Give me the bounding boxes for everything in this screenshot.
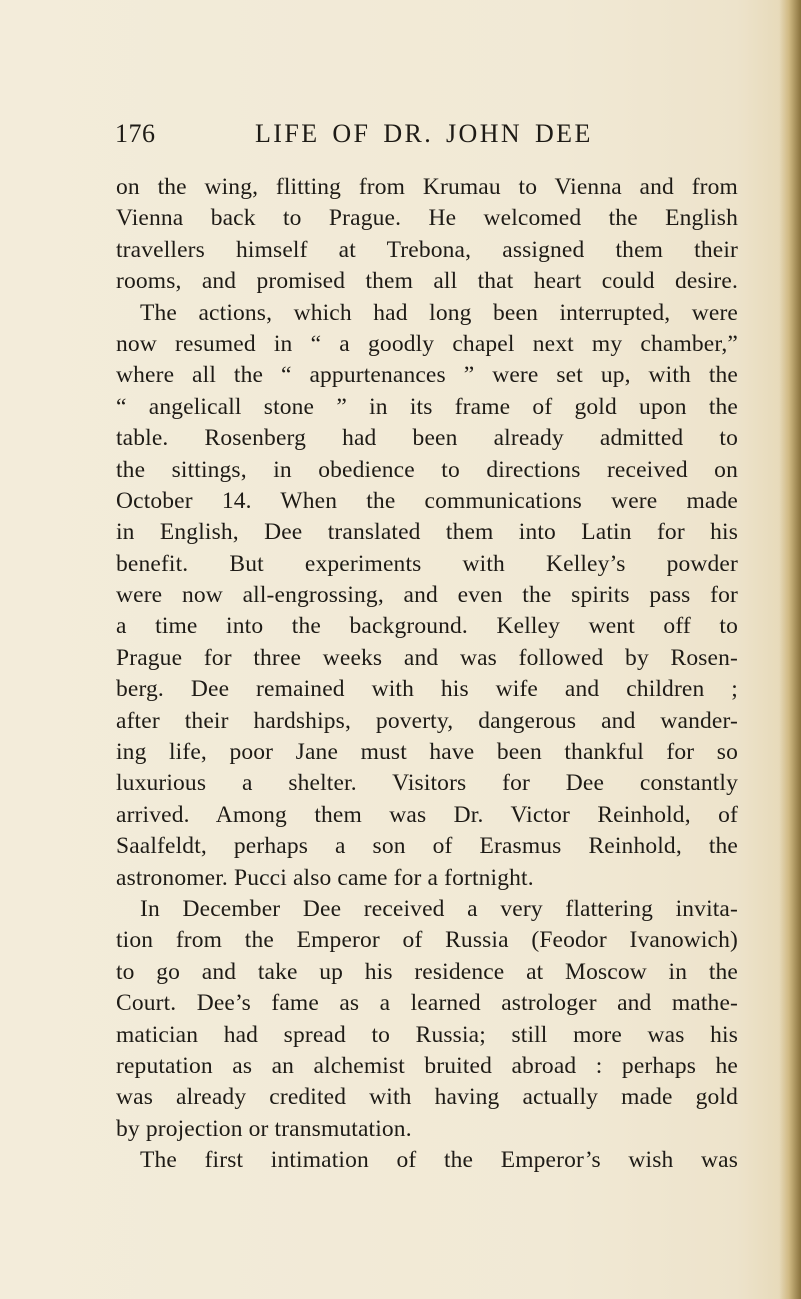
text-line: was already credited with having actually made gold xyxy=(116,1084,738,1111)
text-line: arrived. Among them was Dr. Victor Reinhold, of xyxy=(116,801,738,828)
text-line: were now all-engrossing, and even the spirits pass for xyxy=(116,582,738,609)
text-line: on the wing, flitting from Krumau to Vienna and from xyxy=(116,174,738,200)
running-header xyxy=(115,118,735,158)
text-line: the sittings, in obedience to directions received on xyxy=(116,456,738,483)
text-line: tion from the Emperor of Russia (Feodor Ivanowich) xyxy=(116,927,738,954)
text-line: to go and take up his residence at Moscow in the xyxy=(116,958,738,985)
text-line: Vienna back to Prague. He welcomed the English xyxy=(116,205,738,232)
text-line: by projection or transmutation. xyxy=(116,1115,412,1142)
text-line: benefit. But experiments with Kelley’s powder xyxy=(116,550,738,577)
text-line: Prague for three weeks and was followed by Rosen- xyxy=(116,644,738,671)
text-line: travellers himself at Trebona, assigned them their xyxy=(116,236,738,263)
text-line: berg. Dee remained with his wife and children ; xyxy=(116,676,738,703)
text-line: now resumed in “ a goodly chapel next my chamber,” xyxy=(116,330,738,357)
text-line: table. Rosenberg had been already admitted to xyxy=(116,425,738,452)
text-line: The first intimation of the Emperor’s wish was xyxy=(140,1147,738,1174)
text-line: The actions, which had long been interrupted, were xyxy=(140,299,738,326)
body-text xyxy=(116,172,738,1177)
text-line: in English, Dee translated them into Latin for his xyxy=(116,519,738,546)
text-line: In December Dee received a very flattering invita- xyxy=(140,895,738,922)
text-line: “ angelicall stone ” in its frame of gold upon the xyxy=(116,393,738,420)
text-line: Saalfeldt, perhaps a son of Erasmus Reinhold, the xyxy=(116,833,738,860)
text-line: matician had spread to Russia; still more was his xyxy=(116,1021,738,1048)
text-line: ing life, poor Jane must have been thankful for so xyxy=(116,739,738,766)
text-line: rooms, and promised them all that heart could desire. xyxy=(116,268,738,295)
text-line: astronomer. Pucci also came for a fortnight. xyxy=(116,864,534,891)
page-edge-shadow xyxy=(779,0,801,1299)
running-title: LIFE OF DR. JOHN DEE xyxy=(255,119,593,148)
text-line: luxurious a shelter. Visitors for Dee constantly xyxy=(116,770,738,797)
text-line: where all the “ appurtenances ” were set up, with the xyxy=(116,362,738,389)
text-line: October 14. When the communications were made xyxy=(116,487,738,514)
text-line: a time into the background. Kelley went off to xyxy=(116,613,738,640)
text-line: after their hardships, poverty, dangerous and wander- xyxy=(116,707,738,734)
page-number: 176 xyxy=(115,119,156,148)
text-line: Court. Dee’s fame as a learned astrologer and mathe- xyxy=(116,990,738,1017)
text-line: reputation as an alchemist bruited abroad : perhaps he xyxy=(116,1052,738,1079)
